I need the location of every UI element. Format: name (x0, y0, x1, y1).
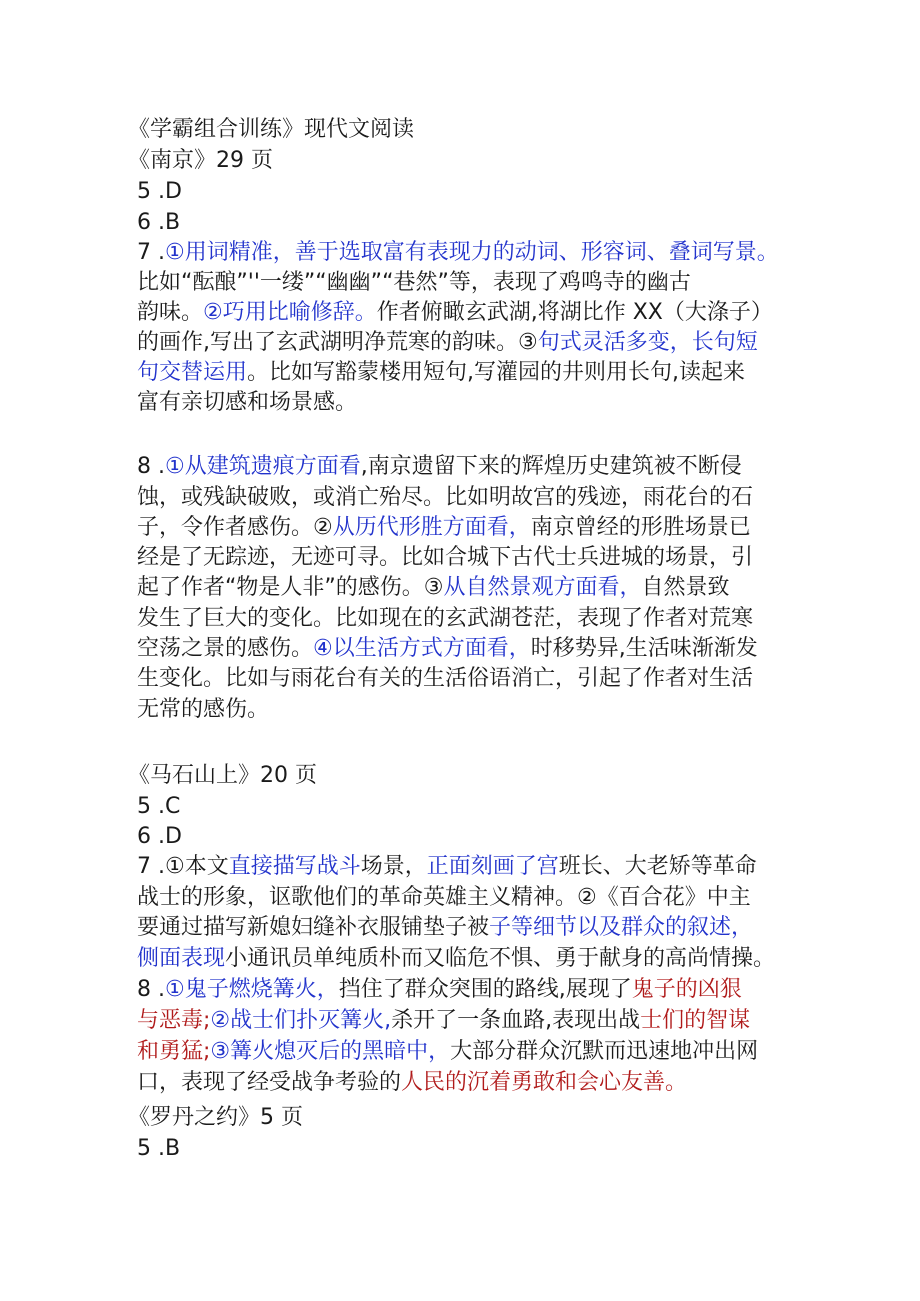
highlight-blue: 句交替运用 (137, 360, 248, 385)
answer-7-line-6: 富有亲切感和场景感。 (137, 390, 358, 415)
answer-8-line-4: 经是了无踪迹，无迹可寻。比如合城下古代士兵进城的场景，引 (137, 545, 754, 570)
text-run: 作者俯瞰玄武湖,将湖比作 XX（大涤子） (376, 300, 773, 325)
text-run: 大部分群众沉默而迅速地冲出网 (450, 1039, 759, 1064)
text-run: 7 .①本文 (137, 854, 229, 879)
answer-8-line-8: 生变化。比如与雨花台有关的生活俗语消亡，引起了作者对生活 (137, 666, 754, 691)
text-run: 7 . (137, 240, 165, 265)
text-run: 8 . (137, 454, 165, 479)
highlight-blue: 从历代形胜方面看， (332, 515, 531, 540)
answer-8-line-5 (137, 573, 730, 603)
text-run: 8 . (137, 977, 165, 1002)
answer-8-line-9: 无常的感伤。 (137, 697, 270, 722)
text-run: 韵味。 (137, 300, 204, 325)
highlight-blue: ③篝火熄灭后的黑暗中， (210, 1039, 451, 1064)
text-run: 起了作者“物是人非”的感伤。③ (137, 575, 444, 600)
answer-7-line-4 (137, 944, 775, 974)
answer-6: 6 .D (137, 824, 182, 849)
answer-8-line-7 (137, 634, 758, 664)
answer-8-line-2 (137, 1006, 750, 1036)
highlight-red: 士们的智谋 (640, 1008, 751, 1033)
answer-8-line-2: 蚀，或残缺破败，或消亡殆尽。比如明故宫的残迹，雨花台的石 (137, 485, 754, 510)
text-run: 挡住了群众突围的路线,展现了 (338, 977, 632, 1002)
answer-7-line-3 (137, 913, 753, 943)
text-run: 口，表现了经受战争考验的 (137, 1070, 402, 1095)
answer-8-line-3 (137, 1037, 758, 1067)
document-title: 《学霸组合训练》现代文阅读 (128, 117, 415, 142)
highlight-blue: ②战士们扑灭篝火, (210, 1008, 392, 1033)
highlight-blue: ①鬼子燃烧篝火， (164, 977, 339, 1002)
text-run: 子，令作者感伤。② (137, 515, 333, 540)
answer-5: 5 .D (137, 179, 182, 204)
highlight-blue: ④以生活方式方面看， (313, 636, 531, 661)
text-run: 要通过描写新媳妇缝补衣服铺垫子被 (137, 915, 490, 940)
answer-8-line-6: 发生了巨大的变化。比如现在的玄武湖苍茫，表现了作者对荒寒 (137, 606, 754, 631)
highlight-blue: ①用词精准，善于选取富有表现力的动词、形容词、叠词写景。 (164, 240, 779, 265)
answer-8-line-3 (137, 513, 751, 543)
answer-7-line-1 (137, 238, 779, 268)
answer-7-line-2: 战士的形象，讴歌他们的革命英雄主义精神。②《百合花》中主 (137, 885, 751, 910)
answer-5: 5 .C (137, 794, 181, 819)
text-run: 场景， (360, 854, 427, 879)
highlight-blue: ①从建筑遗痕方面看 (164, 454, 361, 479)
highlight-blue: 直接描写战斗 (228, 854, 361, 879)
highlight-blue: 子等细节以及群众的叙述， (489, 915, 754, 940)
section-title-luodan: 《罗丹之约》5 页 (128, 1105, 303, 1130)
highlight-blue: 侧面表现 (137, 946, 226, 971)
highlight-blue: ②巧用比喻修辞。 (203, 300, 377, 325)
text-run: 自然景致 (641, 575, 730, 600)
highlight-red: 和勇猛; (137, 1039, 211, 1064)
text-run: 班长、大老矫等革命 (558, 854, 757, 879)
answer-7-line-4 (137, 328, 758, 358)
answer-8-line-4 (137, 1068, 687, 1098)
text-run: 杀开了一条血路,表现出战 (391, 1008, 641, 1033)
answer-5: 5 .B (137, 1136, 181, 1161)
answer-6: 6 .B (137, 210, 181, 235)
text-run: 。比如写豁蒙楼用短句,写灌园的井则用长句,读起来 (247, 360, 746, 385)
text-run: 南京曾经的形胜场景已 (530, 515, 751, 540)
text-run: 空荡之景的感伤。 (137, 636, 314, 661)
text-run: 时移势异,生活味渐渐发 (530, 636, 758, 661)
section-title-nanjing: 《南京》29 页 (128, 148, 273, 173)
text-run: 小通讯员单纯质朴而又临危不惧、勇于献身的高尚情操。 (225, 946, 776, 971)
answer-8-line-1 (137, 975, 742, 1005)
highlight-blue: 正面刻画了宫 (426, 854, 559, 879)
text-run: ,南京遗留下来的辉煌历史建筑被不断侵 (360, 454, 742, 479)
answer-7-line-5 (137, 358, 745, 388)
text-run: 的画作,写出了玄武湖明净荒寒的韵味。③ (137, 330, 538, 355)
highlight-blue: 句式灵活多变，长句短 (537, 330, 758, 355)
answer-7-line-1 (137, 852, 757, 882)
answer-8-line-1 (137, 452, 742, 482)
section-title-mashishan: 《马石山上》20 页 (128, 763, 317, 788)
highlight-red: 与恶毒; (137, 1008, 211, 1033)
answer-7-line-2: 比如“酝酿”''一缕”“幽幽”“巷然”等，表现了鸡鸣寺的幽古 (137, 270, 691, 295)
highlight-blue: 从自然景观方面看， (443, 575, 642, 600)
answer-7-line-3 (137, 298, 773, 328)
highlight-red: 人民的沉着勇敢和会心友善。 (401, 1070, 688, 1095)
highlight-red: 鬼子的凶狠 (631, 977, 742, 1002)
